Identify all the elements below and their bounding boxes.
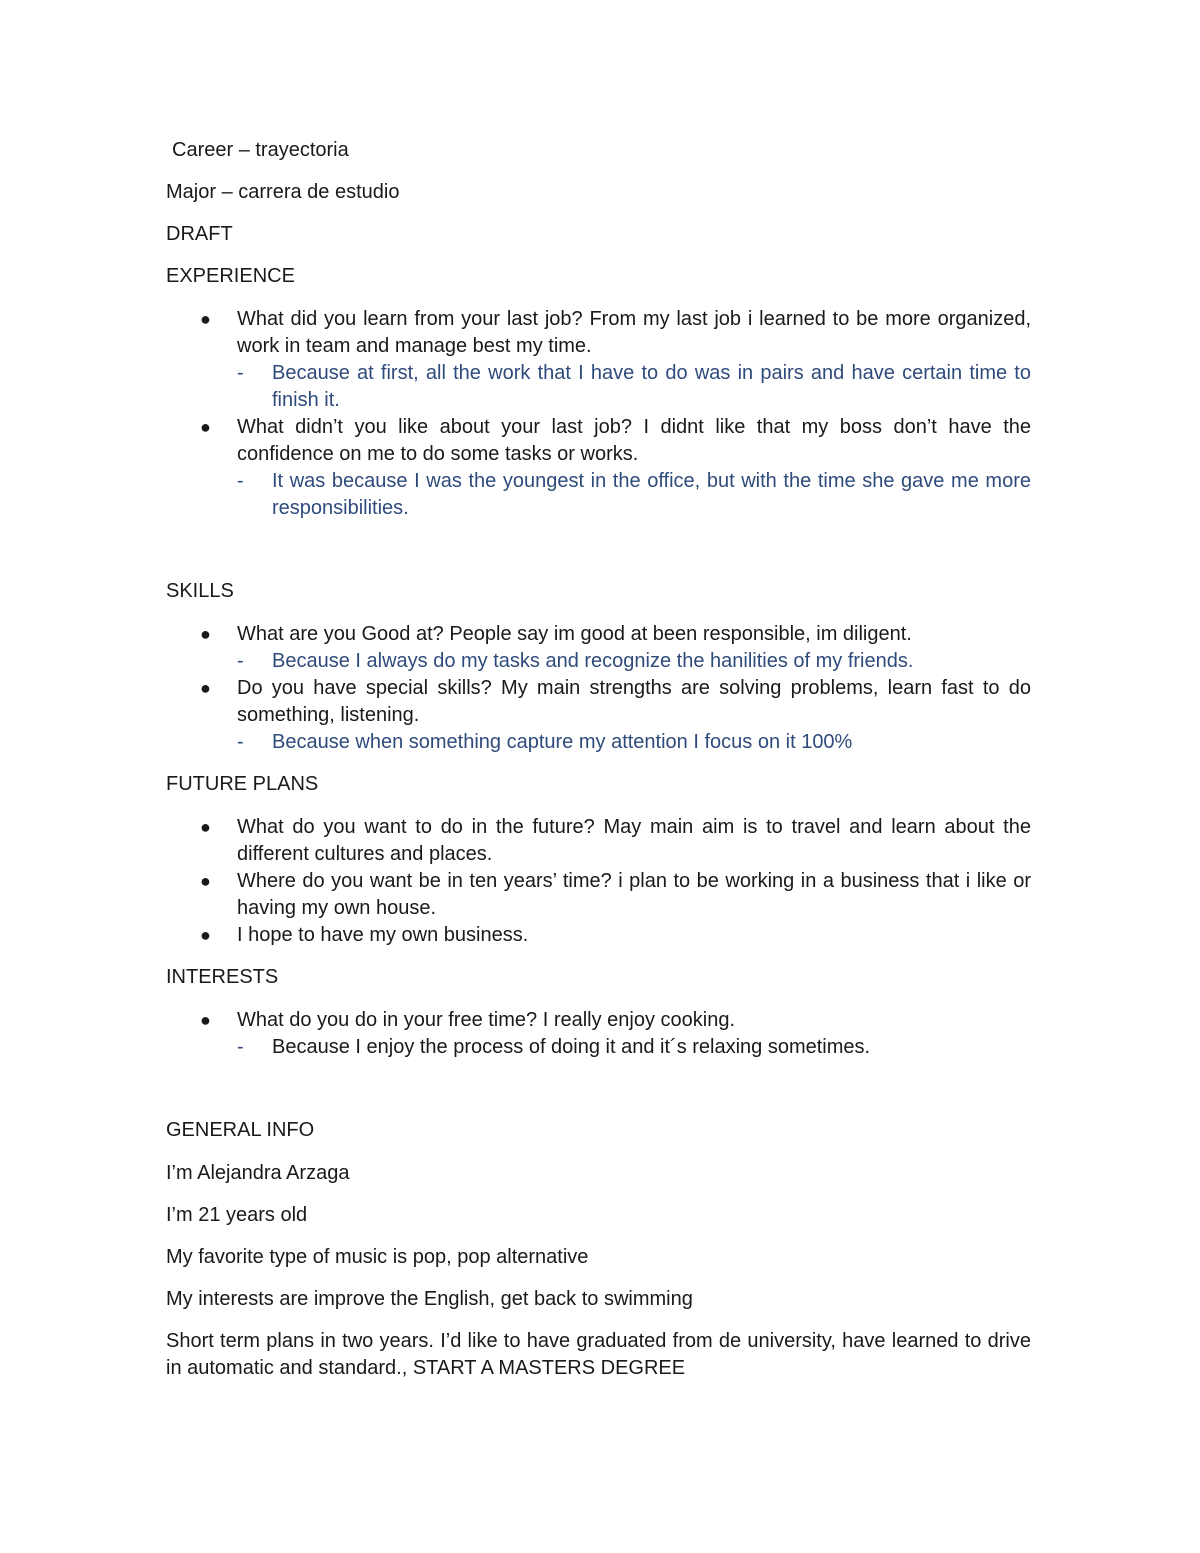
dash-icon: - — [237, 362, 244, 384]
question-text: What didn’t you like about your last job? I didnt like that my boss don’t have the confidence on me to do some tasks or works. — [237, 416, 1031, 465]
bullet-icon: ● — [200, 417, 211, 437]
answer-item — [166, 729, 1031, 756]
answer-text: Because I always do my tasks and recognize the hanilities of my friends. — [272, 650, 914, 672]
question-text: What do you do in your free time? I really enjoy cooking. — [237, 1009, 736, 1031]
dash-icon: - — [237, 731, 244, 753]
list-item — [166, 868, 1031, 922]
answer-item — [166, 1034, 1031, 1061]
dash-icon: - — [237, 1036, 244, 1058]
list-item — [166, 675, 1031, 729]
bullet-icon: ● — [200, 1010, 211, 1030]
answer-item — [166, 468, 1031, 522]
question-text: Where do you want be in ten years’ time? i plan to be working in a business that i like or having my own house. — [237, 870, 1031, 919]
career-line: Career – trayectoria — [172, 139, 349, 161]
question-text: What are you Good at? People say im good at been responsible, im diligent. — [237, 623, 912, 645]
interests-heading: INTERESTS — [166, 966, 279, 988]
experience-heading: EXPERIENCE — [166, 265, 295, 287]
skills-heading: SKILLS — [166, 580, 234, 602]
answer-text: Because I enjoy the process of doing it and it´s relaxing sometimes. — [272, 1036, 871, 1058]
info-line-plans: Short term plans in two years. I’d like to have graduated from de university, have learned to drive in automatic and standard., START A MASTERS DEGREE — [166, 1330, 1031, 1379]
bullet-icon: ● — [200, 925, 211, 945]
info-line-age: I’m 21 years old — [166, 1204, 308, 1226]
list-item — [166, 1007, 1031, 1034]
answer-text: Because at first, all the work that I have to do was in pairs and have certain time to finish it. — [272, 362, 1031, 411]
answer-text: Because when something capture my attention I focus on it 100% — [272, 731, 853, 753]
question-text: I hope to have my own business. — [237, 924, 529, 946]
bullet-icon: ● — [200, 309, 211, 329]
info-line-name: I’m Alejandra Arzaga — [166, 1162, 350, 1184]
experience-list — [166, 306, 1031, 522]
bullet-icon: ● — [200, 817, 211, 837]
info-line-interests: My interests are improve the English, get back to swimming — [166, 1288, 693, 1310]
answer-text: It was because I was the youngest in the office, but with the time she gave me more responsibilities. — [272, 470, 1031, 519]
list-item — [166, 814, 1031, 868]
bullet-icon: ● — [200, 624, 211, 644]
dash-icon: - — [237, 650, 244, 672]
dash-icon: - — [237, 470, 244, 492]
bullet-icon: ● — [200, 678, 211, 698]
answer-item — [166, 648, 1031, 675]
info-line-music: My favorite type of music is pop, pop alternative — [166, 1246, 589, 1268]
skills-list — [166, 621, 1031, 756]
list-item — [166, 922, 1031, 949]
list-item — [166, 306, 1031, 360]
spacer — [166, 537, 1031, 578]
future-plans-heading: FUTURE PLANS — [166, 773, 319, 795]
major-line: Major – carrera de estudio — [166, 181, 400, 203]
interests-list — [166, 1007, 1031, 1061]
spacer — [166, 1076, 1031, 1117]
draft-label: DRAFT — [166, 223, 233, 245]
question-text: What did you learn from your last job? From my last job i learned to be more organized, work in team and manage best my time. — [237, 308, 1031, 357]
answer-item — [166, 360, 1031, 414]
list-item — [166, 414, 1031, 468]
question-text: What do you want to do in the future? May main aim is to travel and learn about the different cultures and places. — [237, 816, 1031, 865]
list-item — [166, 621, 1031, 648]
future-plans-list — [166, 814, 1031, 949]
question-text: Do you have special skills? My main strengths are solving problems, learn fast to do something, listening. — [237, 677, 1031, 726]
bullet-icon: ● — [200, 871, 211, 891]
general-info-heading: GENERAL INFO — [166, 1119, 315, 1141]
